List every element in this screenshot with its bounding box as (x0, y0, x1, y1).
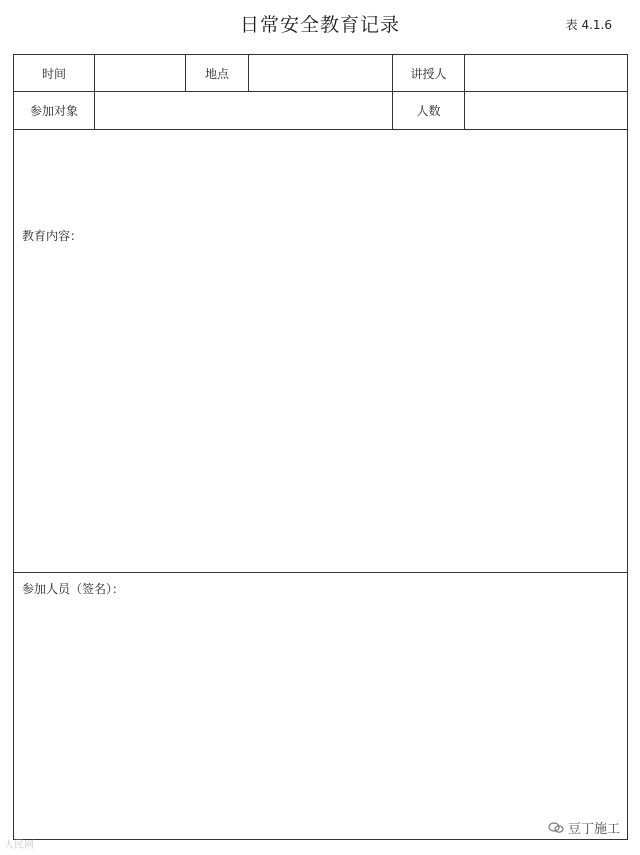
location-label: 地点 (186, 55, 249, 91)
header-row-1 (14, 55, 627, 92)
location-field[interactable] (249, 55, 393, 91)
signature-label: 参加人员（签名）： (22, 582, 125, 596)
watermark-left: 人民网 (4, 840, 34, 851)
content-label: 教育内容： (22, 229, 83, 243)
lecturer-field[interactable] (465, 55, 627, 91)
watermark-right (548, 818, 620, 837)
lecturer-label: 讲授人 (393, 55, 465, 91)
participants-label: 参加对象 (14, 92, 95, 129)
count-field[interactable] (465, 92, 627, 129)
time-label: 时间 (14, 55, 95, 91)
time-field[interactable] (95, 55, 186, 91)
safety-education-form (13, 54, 628, 840)
chat-bubble-icon (548, 822, 564, 834)
page-title: 日常安全教育记录 (239, 14, 400, 36)
header-row-2 (14, 92, 627, 130)
watermark-right-text: 豆丁施工 (567, 822, 620, 837)
content-section[interactable] (14, 130, 627, 573)
table-number: 表 4.1.6 (565, 18, 612, 32)
participants-field[interactable] (95, 92, 393, 129)
signature-section[interactable] (14, 573, 627, 839)
count-label: 人数 (393, 92, 465, 129)
